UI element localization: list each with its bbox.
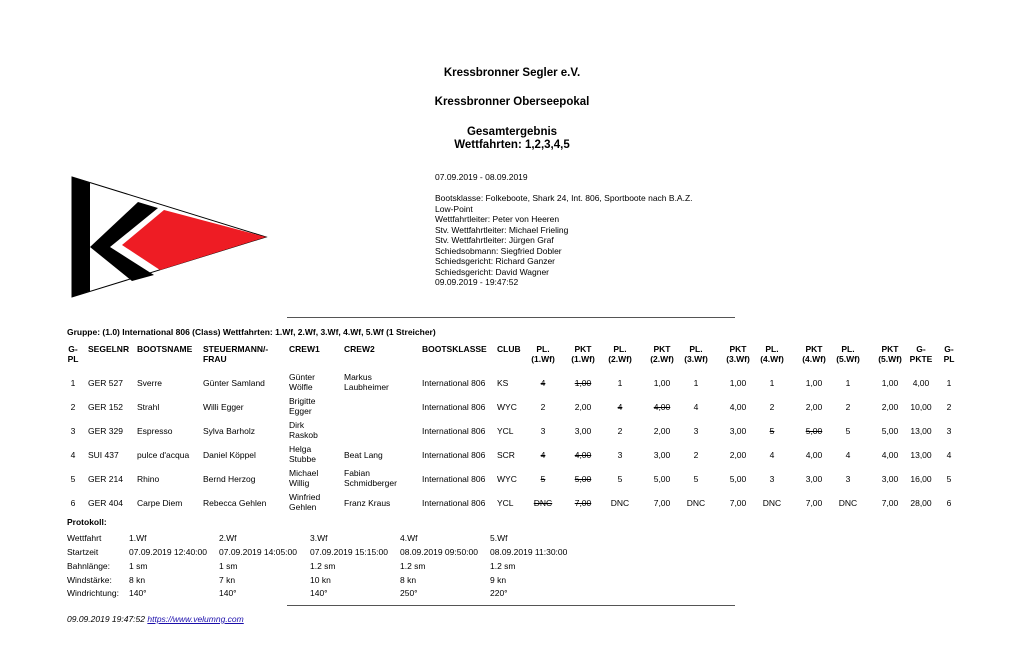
footer-timestamp: 09.09.2019 19:47:52 (67, 614, 145, 624)
table-cell-points: 4,00 (881, 450, 899, 460)
table-cell-points: 7,00 (574, 498, 592, 508)
column-header: (2.Wf) (608, 354, 632, 364)
table-cell-place: DNC (838, 498, 858, 508)
table-cell-rank-final: 1 (946, 378, 952, 388)
table-cell-points: 4,00 (729, 402, 747, 412)
table-cell-points: 2,00 (729, 450, 747, 460)
column-header: (2.Wf) (650, 354, 674, 364)
protokoll-value: 8 kn (129, 575, 146, 585)
table-cell-place: 3 (693, 426, 699, 436)
table-cell-helm: Sylva Barholz (203, 426, 255, 436)
table-cell-crew1: Dirk (289, 420, 305, 430)
table-cell-place: DNC (533, 498, 553, 508)
divider (287, 317, 735, 318)
table-cell-rank-final: 3 (946, 426, 952, 436)
table-cell-points: 1,00 (729, 378, 747, 388)
table-cell-place: 5 (693, 474, 699, 484)
column-header: CREW1 (289, 344, 320, 354)
column-header: (4.Wf) (802, 354, 826, 364)
table-cell-points: 5,00 (729, 474, 747, 484)
column-header: BOOTSKLASSE (422, 344, 487, 354)
races-title: Wettfahrten: 1,2,3,4,5 (454, 139, 570, 151)
column-header: (1.Wf) (571, 354, 595, 364)
table-cell-points: 5,00 (805, 426, 823, 436)
table-cell-sailno: GER 404 (88, 498, 123, 508)
table-cell-place: 5 (845, 426, 851, 436)
table-cell-place: DNC (686, 498, 706, 508)
table-cell-points: 3,00 (729, 426, 747, 436)
table-cell-place: 4 (845, 450, 851, 460)
table-cell-crew2: Schmidberger (344, 478, 397, 488)
table-cell-rank: 3 (70, 426, 76, 436)
column-header: BOOTSNAME (137, 344, 193, 354)
table-cell-place: 2 (540, 402, 546, 412)
table-cell-points: 4,00 (805, 450, 823, 460)
table-cell-rank: 6 (70, 498, 76, 508)
table-cell-helm: Günter Samland (203, 378, 265, 388)
table-cell-total: 28,00 (910, 498, 932, 508)
table-cell-points: 7,00 (881, 498, 899, 508)
table-cell-class: International 806 (422, 450, 486, 460)
table-cell-points: 7,00 (729, 498, 747, 508)
column-header: CLUB (497, 344, 521, 354)
footer (67, 614, 244, 624)
table-cell-class: International 806 (422, 426, 486, 436)
table-cell-crew1: Gehlen (289, 502, 317, 512)
table-cell-points: 5,00 (653, 474, 671, 484)
table-cell-rank: 2 (70, 402, 76, 412)
protokoll-value: 1.2 sm (400, 561, 426, 571)
info-line: Stv. Wettfahrtleiter: Michael Frieling (435, 224, 569, 235)
table-cell-place: 3 (769, 474, 775, 484)
protokoll-value: 07.09.2019 12:40:00 (129, 547, 207, 557)
column-header: (1.Wf) (531, 354, 555, 364)
table-cell-helm: Bernd Herzog (203, 474, 256, 484)
protokoll-value: 07.09.2019 14:05:00 (219, 547, 297, 557)
column-header: PL (943, 354, 955, 364)
table-cell-class: International 806 (422, 378, 486, 388)
table-cell-place: 5 (617, 474, 623, 484)
table-cell-club: KS (497, 378, 509, 388)
table-cell-crew1: Brigitte (289, 396, 316, 406)
protokoll-value: 9 kn (490, 575, 507, 585)
table-cell-place: DNC (762, 498, 782, 508)
column-header: PKT (881, 344, 899, 354)
table-cell-place: 1 (845, 378, 851, 388)
column-header: (3.Wf) (726, 354, 750, 364)
table-cell-total: 13,00 (910, 426, 932, 436)
column-header: PL. (765, 344, 779, 354)
column-header: (5.Wf) (878, 354, 902, 364)
table-cell-crew1: Michael (289, 468, 319, 478)
table-cell-rank: 4 (70, 450, 76, 460)
table-cell-points: 3,00 (574, 426, 592, 436)
table-cell-crew1: Egger (289, 406, 312, 416)
table-cell-helm: Rebecca Gehlen (203, 498, 267, 508)
event-info (435, 172, 693, 288)
column-header: FRAU (203, 354, 227, 364)
table-cell-crew1: Helga (289, 444, 312, 454)
column-header: PL. (689, 344, 703, 354)
table-cell-sailno: GER 214 (88, 474, 123, 484)
table-cell-crew2: Fabian (344, 468, 370, 478)
table-cell-points: 1,00 (574, 378, 592, 388)
protokoll-value: 1 sm (219, 561, 238, 571)
table-cell-crew1: Willig (289, 478, 310, 488)
protokoll-value: 4.Wf (400, 533, 418, 543)
table-cell-crew2: Markus (344, 372, 372, 382)
table-cell-total: 4,00 (912, 378, 930, 388)
info-line (435, 183, 693, 194)
protokoll-label: Bahnlänge: (67, 561, 111, 571)
column-header: G- (944, 344, 954, 354)
protokoll-label: Wettfahrt (67, 533, 102, 543)
info-line: Stv. Wettfahrtleiter: Jürgen Graf (435, 235, 554, 245)
table-cell-boat: Rhino (137, 474, 160, 484)
table-cell-place: 5 (769, 426, 775, 436)
club-title: Kressbronner Segler e.V. (443, 67, 581, 79)
table-cell-rank-final: 6 (946, 498, 952, 508)
table-cell-rank: 5 (70, 474, 76, 484)
table-cell-place: 4 (769, 450, 775, 460)
column-header: (4.Wf) (760, 354, 784, 364)
protokoll-value: 08.09.2019 11:30:00 (490, 547, 568, 557)
table-cell-place: 2 (617, 426, 623, 436)
table-cell-crew2: Laubheimer (344, 382, 389, 392)
column-header: PKT (653, 344, 671, 354)
table-cell-total: 10,00 (910, 402, 932, 412)
info-line: Schiedsgericht: David Wagner (435, 266, 550, 277)
column-header: (3.Wf) (684, 354, 708, 364)
table-cell-helm: Willi Egger (203, 402, 244, 412)
info-line: Schiedsobmann: Siegfried Dobler (435, 245, 562, 256)
footer-link[interactable]: https://www.velumng.com (147, 614, 244, 624)
protokoll-label: Windstärke: (67, 575, 112, 585)
table-cell-place: 4 (540, 378, 546, 388)
table-cell-place: 1 (769, 378, 775, 388)
table-cell-crew1: Wölfle (289, 382, 313, 392)
table-cell-club: SCR (497, 450, 515, 460)
protokoll-value: 1.2 sm (310, 561, 336, 571)
column-header: (5.Wf) (836, 354, 860, 364)
protokoll-value: 08.09.2019 09:50:00 (400, 547, 478, 557)
protokoll-value: 220° (490, 588, 508, 598)
protokoll-value: 2.Wf (219, 533, 237, 543)
protokoll-value: 140° (129, 588, 147, 598)
column-header: PKT (805, 344, 823, 354)
table-cell-points: 3,00 (881, 474, 899, 484)
column-header: G- (916, 344, 926, 354)
table-cell-sailno: GER 527 (88, 378, 123, 388)
column-header: SEGELNR (88, 344, 130, 354)
column-header: PL. (613, 344, 627, 354)
table-cell-points: 2,00 (805, 402, 823, 412)
table-cell-points: 7,00 (805, 498, 823, 508)
table-cell-boat: Strahl (137, 402, 160, 412)
table-cell-crew1: Günter (289, 372, 315, 382)
protokoll-title: Protokoll: (67, 517, 107, 527)
table-cell-points: 1,00 (653, 378, 671, 388)
group-title: Gruppe: (1.0) International 806 (Class) Wettfahrten: 1.Wf, 2.Wf, 3.Wf, 4.Wf, 5.Wf (1 Streicher) (67, 327, 436, 337)
table-cell-sailno: GER 329 (88, 426, 123, 436)
table-cell-rank-final: 5 (946, 474, 952, 484)
info-line: 07.09.2019 - 08.09.2019 (435, 172, 528, 182)
protokoll-value: 140° (219, 588, 237, 598)
protokoll-value: 7 kn (219, 575, 236, 585)
info-line: Bootsklasse: Folkeboote, Shark 24, Int. 806, Sportboote nach B.A.Z. (435, 193, 693, 203)
table-cell-crew1: Raskob (289, 430, 318, 440)
protokoll-value: 3.Wf (310, 533, 328, 543)
table-cell-place: 2 (693, 450, 699, 460)
protokoll-value: 10 kn (310, 575, 331, 585)
protokoll-value: 5.Wf (490, 533, 508, 543)
table-cell-place: 4 (617, 402, 623, 412)
column-header: G- (68, 344, 78, 354)
protokoll-value: 07.09.2019 15:15:00 (310, 547, 388, 557)
table-cell-club: YCL (497, 498, 514, 508)
table-cell-class: International 806 (422, 498, 486, 508)
table-cell-class: International 806 (422, 474, 486, 484)
table-cell-place: 1 (693, 378, 699, 388)
info-line: 09.09.2019 - 19:47:52 (435, 277, 519, 287)
info-line: Wettfahrtleiter: Peter von Heeren (435, 214, 560, 224)
table-cell-points: 3,00 (653, 450, 671, 460)
table-cell-place: 3 (540, 426, 546, 436)
table-cell-place: 2 (769, 402, 775, 412)
table-cell-boat: Sverre (137, 378, 163, 388)
table-cell-points: 7,00 (653, 498, 671, 508)
table-cell-points: 1,00 (881, 378, 899, 388)
table-cell-place: 3 (617, 450, 623, 460)
result-title: Gesamtergebnis (466, 126, 558, 138)
table-cell-rank: 1 (70, 378, 76, 388)
table-cell-place: 3 (845, 474, 851, 484)
protokoll-value: 1.2 sm (490, 561, 516, 571)
table-cell-sailno: SUI 437 (88, 450, 119, 460)
table-cell-points: 4,00 (653, 402, 671, 412)
table-cell-club: WYC (497, 402, 517, 412)
info-line: Schiedsgericht: Richard Ganzer (435, 256, 556, 266)
table-cell-place: 4 (540, 450, 546, 460)
column-header: PKT (574, 344, 592, 354)
protokoll-value: 250° (400, 588, 418, 598)
table-cell-place: DNC (610, 498, 630, 508)
table-cell-sailno: GER 152 (88, 402, 123, 412)
protokoll-value: 8 kn (400, 575, 417, 585)
table-cell-total: 16,00 (910, 474, 932, 484)
column-header: PL. (841, 344, 855, 354)
table-cell-place: 5 (540, 474, 546, 484)
event-title: Kressbronner Oberseepokal (434, 96, 590, 108)
table-cell-crew1: Winfried (289, 492, 321, 502)
table-cell-points: 2,00 (574, 402, 592, 412)
protokoll-value: 1 sm (129, 561, 148, 571)
protokoll-value: 140° (310, 588, 328, 598)
table-cell-class: International 806 (422, 402, 486, 412)
table-cell-points: 1,00 (805, 378, 823, 388)
table-cell-points: 2,00 (881, 402, 899, 412)
protokoll-value: 1.Wf (129, 533, 147, 543)
column-header: CREW2 (344, 344, 375, 354)
table-cell-rank-final: 2 (946, 402, 952, 412)
column-header: PKTE (909, 354, 933, 364)
column-header: PKT (729, 344, 747, 354)
column-header: PL (67, 354, 79, 364)
table-cell-helm: Daniel Köppel (203, 450, 256, 460)
table-cell-points: 2,00 (653, 426, 671, 436)
info-line: Low-Point (435, 203, 473, 214)
column-header: PL. (536, 344, 550, 354)
table-cell-place: 2 (845, 402, 851, 412)
divider-bottom (287, 605, 735, 606)
table-cell-boat: pulce d'acqua (137, 450, 190, 460)
protokoll-label: Windrichtung: (67, 588, 119, 598)
table-cell-points: 5,00 (574, 474, 592, 484)
table-cell-crew2: Beat Lang (344, 450, 383, 460)
table-cell-club: WYC (497, 474, 517, 484)
table-cell-crew1: Stubbe (289, 454, 316, 464)
table-cell-club: YCL (497, 426, 514, 436)
table-cell-total: 13,00 (910, 450, 932, 460)
table-cell-crew2: Franz Kraus (344, 498, 391, 508)
table-cell-boat: Carpe Diem (137, 498, 183, 508)
table-cell-place: 1 (617, 378, 623, 388)
table-cell-points: 3,00 (805, 474, 823, 484)
club-logo (70, 175, 270, 300)
table-cell-boat: Espresso (137, 426, 173, 436)
table-cell-rank-final: 4 (946, 450, 952, 460)
table-cell-place: 4 (693, 402, 699, 412)
protokoll-label: Startzeit (67, 547, 99, 557)
table-cell-points: 4,00 (574, 450, 592, 460)
column-header: STEUERMANN/- (203, 344, 269, 354)
table-cell-points: 5,00 (881, 426, 899, 436)
